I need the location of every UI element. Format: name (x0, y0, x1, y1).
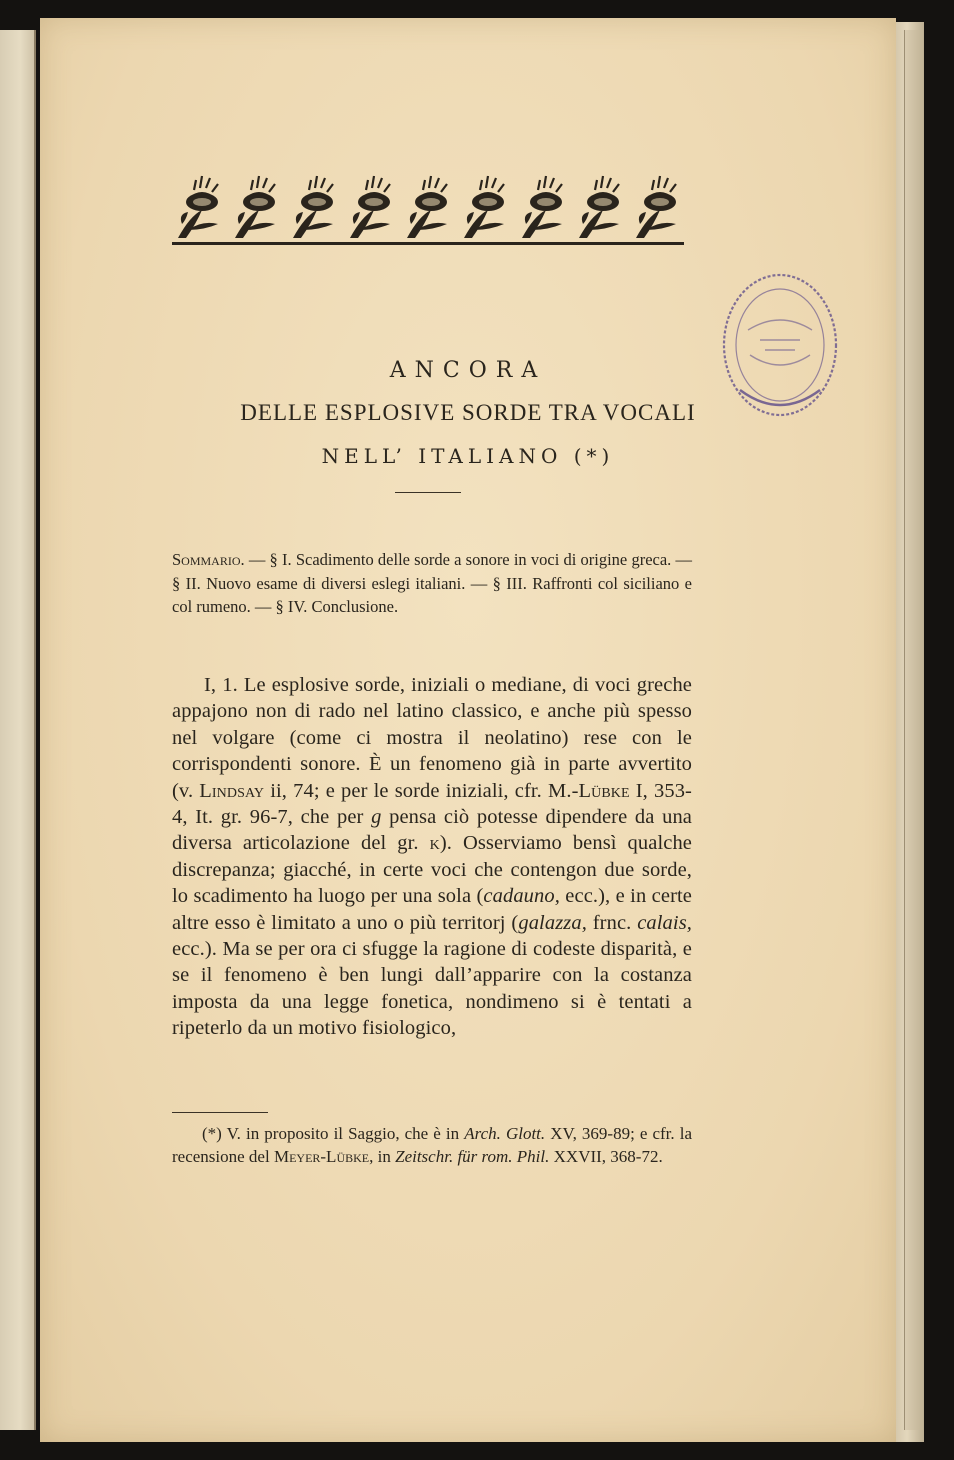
library-stamp-icon (720, 270, 840, 420)
italic-term: g (371, 806, 382, 829)
paragraph-1 (172, 672, 692, 1042)
flower-icon (516, 168, 570, 240)
text-run: ecc.). Ma se per ora ci sfugge la ragione di codeste disparità, e se il fenomeno è ben lungi dall’apparire con la costanza imposta da una legge fonetica, nondimeno si è tentati a ripeterlo da un motivo fisiologico, (172, 938, 692, 1040)
text-run: , in (369, 1147, 396, 1166)
text-run: ). Osserviamo bensì qualche discrepanza; giacché, in certe voci che contengon due sorde, lo scadimento ha luogo per una sola ( (172, 832, 692, 908)
summary-text: — § I. Scadimento delle sorde a sonore in voci di origine greca. — § II. Nuovo esame di diversi eslegi italiani. — § III. Raffronti col siciliano e col rumeno. — § IV. Conclusione. (172, 550, 692, 616)
italic-term: galazza, (518, 911, 587, 934)
flower-icon (573, 168, 627, 240)
italic-term: cadauno, (483, 885, 560, 908)
ornament-rule (172, 242, 684, 245)
author-name: Lübke (578, 779, 630, 802)
italic-term: calais, (637, 911, 692, 934)
body-text (172, 672, 692, 1042)
text-run: XXVII, 368-72. (549, 1147, 663, 1166)
summary-label: Sommario. (172, 550, 245, 569)
page-stack-edge-inner (904, 30, 923, 1430)
flower-icon (458, 168, 512, 240)
text-run: I, 353-4, It. gr. 96-7, che per (172, 779, 692, 829)
summary-block (172, 548, 692, 619)
text-run: ecc.), e in certe altre esso è limitato a uno o più territorj ( (172, 885, 692, 934)
title-line-3: NELL’ ITALIANO (*) (321, 444, 615, 468)
flower-icon (287, 168, 341, 240)
flower-icon (401, 168, 455, 240)
title-rule (395, 492, 461, 493)
text-run: frnc. (586, 911, 638, 934)
footnote-rule (172, 1112, 268, 1113)
text-run: I, 1. Le esplosive sorde, iniziali o mediane, di voci greche appajono non di rado nel latino classico, e anche più spesso nel volgare (come ci mostra il neolatino) rese con le corrispondenti sonore. È un fenomeno già in parte avvertito (v. (172, 674, 692, 802)
title-line-1: ANCORA (389, 358, 547, 383)
flower-icon (172, 168, 226, 240)
footnote (172, 1122, 692, 1168)
adjacent-page-edge (0, 30, 36, 1430)
author-name: Meyer-Lübke (273, 1147, 370, 1166)
author-name: Lindsay (199, 779, 265, 802)
floral-ornament-band (172, 168, 684, 248)
flower-icon (630, 168, 684, 240)
text-run: pensa ciò potesse dipendere da una diversa articolazione del gr. (172, 806, 692, 855)
small-caps-term: k (429, 832, 440, 855)
title-line-2: DELLE ESPLOSIVE SORDE TRA VOCALI (240, 400, 696, 425)
text-run: ii, 74; e per le sorde iniziali, cfr. M.- (264, 779, 579, 802)
flower-icon (344, 168, 398, 240)
italic-term: Zeitschr. für rom. Phil. (395, 1147, 550, 1166)
flower-icon-row (172, 168, 684, 242)
book-page (40, 18, 896, 1442)
italic-term: Arch. Glott. (464, 1124, 546, 1143)
flower-icon (229, 168, 283, 240)
text-run: XV, 369-89; e cfr. la recensione del (172, 1124, 692, 1166)
text-run: (*) V. in proposito il Saggio, che è in (202, 1124, 465, 1143)
